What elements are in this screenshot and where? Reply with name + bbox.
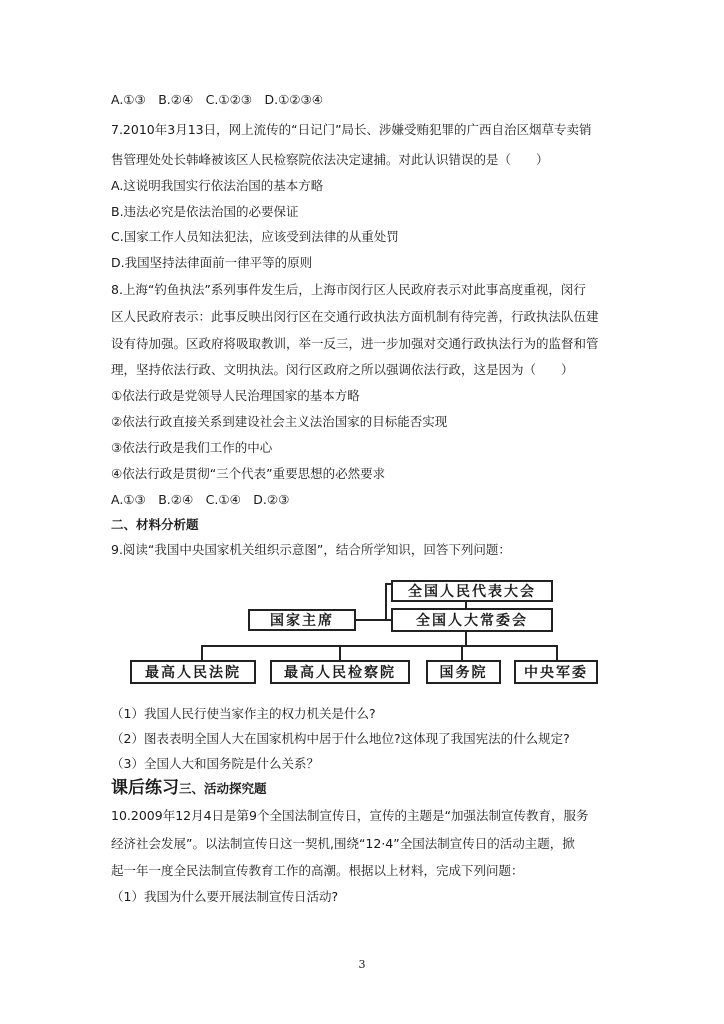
q8-statement-3: ③依法行政是我们工作的中心: [111, 440, 273, 455]
box-central-military-commission: 中央军委: [514, 660, 598, 684]
box-standing-committee: 全国人大常委会: [391, 608, 553, 632]
q7-option-a: A.这说明我国实行依法治国的基本方略: [111, 178, 324, 193]
connector-state-council: [461, 645, 463, 661]
section3-heading: 三、活动探究题: [179, 781, 267, 796]
connector-procuratorate: [339, 645, 341, 661]
box-npc: 全国人民代表大会: [391, 580, 553, 602]
section3-heading-row: [111, 778, 267, 798]
q8-statement-2: ②依法行政直接关系到建设社会主义法治国家的目标能否实现: [111, 414, 448, 429]
q8-statement-4: ④依法行政是贯彻“三个代表”重要思想的必然要求: [111, 466, 386, 481]
box-state-council: 国务院: [426, 660, 501, 684]
after-class-label: 课后练习: [111, 778, 179, 798]
q9-question-3: （3）全国人大和国务院是什么关系？: [111, 756, 319, 771]
q7-option-b: B.违法必究是依法治国的必要保证: [111, 204, 299, 219]
q7-stem-line1: 7.2010年3月13日，网上流传的“日记门”局长、涉嫌受贿犯罪的广西自治区烟草专卖销: [111, 122, 592, 137]
q8-stem-line4: 理，坚持依法行政、文明执法。闵行区政府之所以强调依法行政，这是因为（ ）: [111, 362, 574, 377]
section2-heading: 二、材料分析题: [111, 517, 199, 532]
connector-military: [556, 645, 558, 661]
q10-question-1: （1）我国为什么要开展法制宣传日活动?: [111, 889, 339, 904]
box-president: 国家主席: [248, 609, 356, 631]
connector-court: [201, 645, 203, 661]
connector-standing-down: [465, 631, 467, 646]
q7-stem-line2: 售管理处处长韩峰被该区人民检察院依法决定逮捕。对此认识错误的是（ ）: [111, 152, 549, 167]
page-number: 3: [358, 958, 366, 971]
q7-option-c: C.国家工作人员知法犯法，应该受到法律的从重处罚: [111, 229, 399, 244]
q8-options: A.①③ B.②④ C.①④ D.②③: [111, 492, 290, 507]
q10-line3: 起一年一度全民法制宣传教育工作的高潮。根据以上材料，完成下列问题：: [111, 863, 524, 878]
q10-line1: 10.2009年12月4日是第9个全国法制宣传日，宣传的主题是“加强法制宣传教育，服务: [111, 808, 589, 823]
box-supreme-court: 最高人民法院: [130, 660, 256, 684]
q9-intro: 9.阅读“我国中央国家机关组织示意图”，结合所学知识，回答下列问题：: [111, 542, 511, 557]
q8-stem-line3: 设有待加强。区政府将吸取教训，举一反三，进一步加强对交通行政执法行为的监督和管: [111, 336, 599, 351]
box-supreme-procuratorate: 最高人民检察院: [270, 660, 410, 684]
q8-stem-line2: 区人民政府表示：此事反映出闵行区在交通行政执法方面机制有待完善，行政执法队伍建: [111, 309, 599, 324]
q8-statement-1: ①依法行政是党领导人民治理国家的基本方略: [111, 388, 360, 403]
connector-left-bracket: [385, 583, 387, 621]
connector-horizontal-bus: [201, 645, 558, 647]
q8-stem-line1: 8.上海“钓鱼执法”系列事件发生后，上海市闵行区人民政府表示对此事高度重视，闵行: [111, 282, 586, 297]
connector-president: [355, 619, 387, 621]
q6-options: A.①③ B.②④ C.①②③ D.①②③④: [111, 92, 323, 107]
q9-question-2: （2）图表表明全国人大在国家机构中居于什么地位?这体现了我国宪法的什么规定?: [111, 731, 570, 746]
q10-line2: 经济社会发展”。以法制宣传日这一契机,围绕“12·4”全国法制宣传日的活动主题，掀: [111, 836, 575, 851]
q7-option-d: D.我国坚持法律面前一律平等的原则: [111, 255, 313, 270]
q9-question-1: （1）我国人民行使当家作主的权力机关是什么?: [111, 706, 376, 721]
